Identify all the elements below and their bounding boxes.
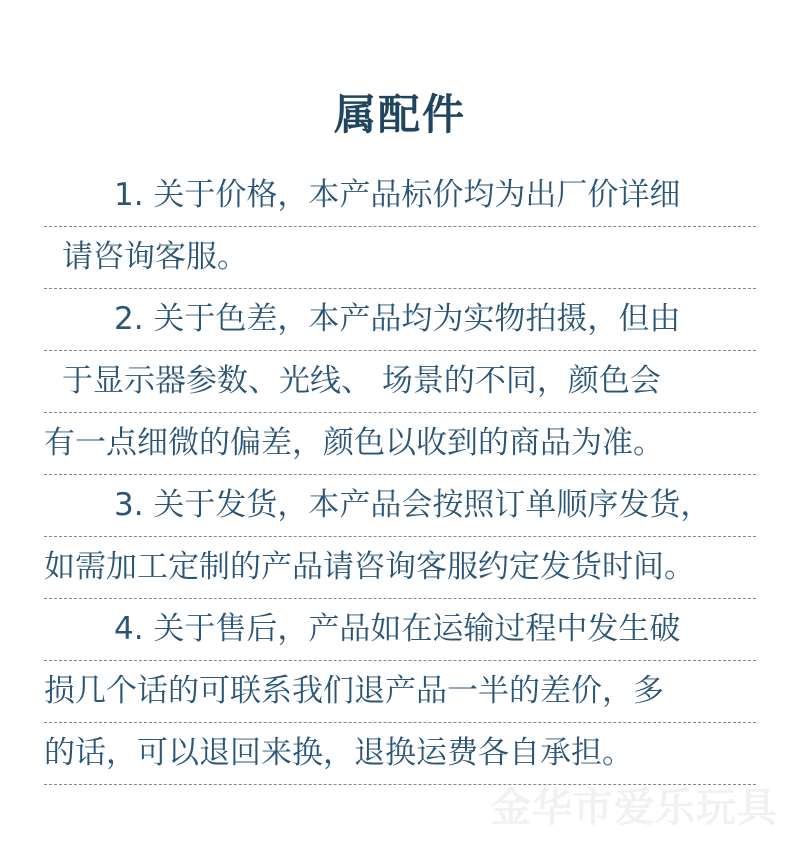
notice-line: 有一点细微的偏差，颜色以收到的商品为准。 — [44, 412, 756, 475]
notice-line: 如需加工定制的产品请咨询客服约定发货时间。 — [44, 536, 756, 599]
notice-line: 2. 关于色差，本产品均为实物拍摄，但由 — [44, 288, 756, 351]
notice-line: 1. 关于价格，本产品标价均为出厂价详细 — [44, 164, 756, 227]
notice-line: 请咨询客服。 — [44, 226, 756, 289]
notice-line: 的话，可以退回来换，退换运费各自承担。 — [44, 722, 756, 785]
notice-line: 损几个话的可联系我们退产品一半的差价，多 — [44, 660, 756, 723]
page-title: 属配件 — [333, 90, 466, 139]
notice-line: 于显示器参数、光线、 场景的不同，颜色会 — [44, 350, 756, 413]
watermark: 金华市爱乐玩具 — [491, 785, 778, 831]
notice-line: 3. 关于发货，本产品会按照订单顺序发货， — [44, 474, 756, 537]
notice-line: 4. 关于售后，产品如在运输过程中发生破 — [44, 598, 756, 661]
